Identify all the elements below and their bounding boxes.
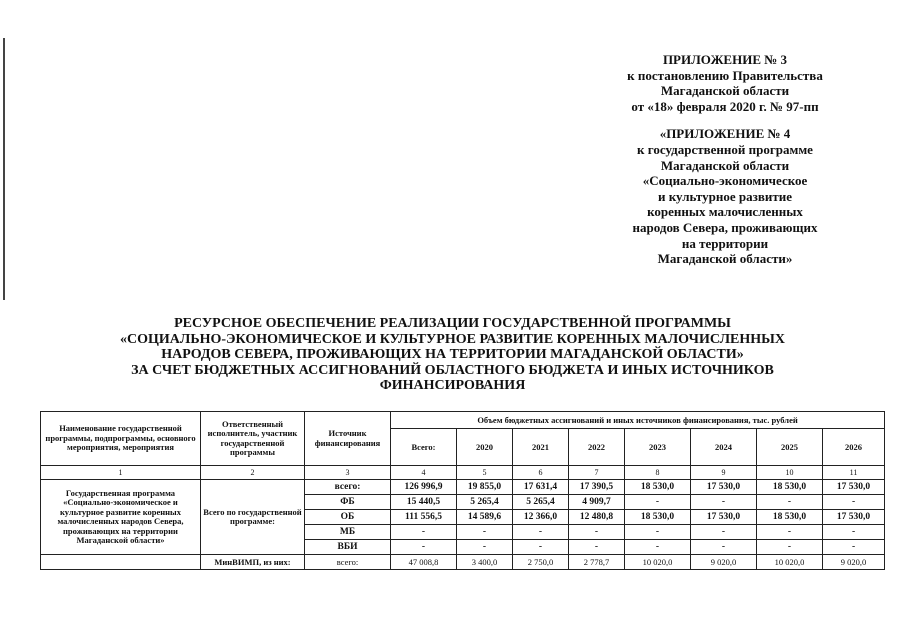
inner-appendix-line: «ПРИЛОЖЕНИЕ № 4	[659, 126, 791, 142]
value-cell: -	[391, 540, 457, 555]
header-name: Наименование государственной программы, подпрограммы, основного мероприятия, мероприятия	[41, 412, 201, 466]
value-cell: 17 530,0	[823, 510, 885, 525]
value-cell: 12 480,8	[569, 510, 625, 525]
header-year: 2023	[625, 429, 691, 466]
column-number: 2	[201, 466, 305, 480]
title-line: ЗА СЧЕТ БЮДЖЕТНЫХ АССИГНОВАНИЙ ОБЛАСТНОГО БЮДЖЕТА И ИНЫХ ИСТОЧНИКОВ	[131, 362, 774, 378]
value-cell: -	[823, 540, 885, 555]
program-name-cell: Государственная программа «Социально-экономическое и культурное развитие коренных малочисленных народов Севера, проживающих на территории Магаданской области»	[41, 480, 201, 555]
column-number: 1	[41, 466, 201, 480]
value-cell: -	[757, 540, 823, 555]
header-year: 2025	[757, 429, 823, 466]
value-cell: 18 530,0	[625, 510, 691, 525]
inner-appendix-line: коренных малочисленных	[647, 204, 803, 220]
value-cell: -	[625, 525, 691, 540]
inner-appendix-line: Магаданской области»	[657, 251, 793, 267]
appendix-line: Магаданской области	[660, 83, 790, 99]
inner-appendix-line: и культурное развитие	[658, 188, 792, 204]
source-cell: ОБ	[305, 510, 391, 525]
inner-appendix-line: «Социально-экономическое	[642, 173, 808, 189]
column-number: 9	[691, 466, 757, 480]
inner-appendix-line: Магаданской области	[660, 157, 790, 173]
value-cell: 17 530,0	[691, 510, 757, 525]
column-number: 4	[391, 466, 457, 480]
value-cell: 111 556,5	[391, 510, 457, 525]
value-cell: 3 400,0	[457, 555, 513, 570]
value-cell: -	[691, 495, 757, 510]
value-cell: 15 440,5	[391, 495, 457, 510]
resource-table	[40, 411, 885, 570]
value-cell: -	[391, 525, 457, 540]
column-number-row	[41, 466, 885, 480]
source-cell: ВБИ	[305, 540, 391, 555]
value-cell: -	[625, 540, 691, 555]
value-cell: 9 020,0	[691, 555, 757, 570]
value-cell: 19 855,0	[457, 480, 513, 495]
value-cell: 17 390,5	[569, 480, 625, 495]
value-cell: 9 020,0	[823, 555, 885, 570]
value-cell: -	[691, 540, 757, 555]
column-number: 6	[513, 466, 569, 480]
header-year: Всего:	[391, 429, 457, 466]
source-cell: всего:	[305, 480, 391, 495]
value-cell: 126 996,9	[391, 480, 457, 495]
column-number: 8	[625, 466, 691, 480]
value-cell: 4 909,7	[569, 495, 625, 510]
value-cell: 17 530,0	[691, 480, 757, 495]
header-volume: Объем бюджетных ассигнований и иных источников финансирования, тыс. рублей	[391, 412, 885, 429]
value-cell: -	[457, 525, 513, 540]
executor-cell: МинВИМП, из них:	[201, 555, 305, 570]
value-cell: 5 265,4	[457, 495, 513, 510]
column-number: 11	[823, 466, 885, 480]
column-number: 7	[569, 466, 625, 480]
value-cell: 47 008,8	[391, 555, 457, 570]
title-line: «СОЦИАЛЬНО-ЭКОНОМИЧЕСКОЕ И КУЛЬТУРНОЕ РАЗВИТИЕ КОРЕННЫХ МАЛОЧИСЛЕННЫХ	[120, 331, 785, 347]
value-cell: 18 530,0	[757, 510, 823, 525]
appendix-line: к постановлению Правительства	[627, 67, 823, 83]
value-cell: 2 750,0	[513, 555, 569, 570]
table-row	[41, 555, 885, 570]
value-cell: 18 530,0	[625, 480, 691, 495]
value-cell: -	[823, 495, 885, 510]
header-year: 2021	[513, 429, 569, 466]
title-line: ФИНАНСИРОВАНИЯ	[379, 378, 526, 394]
program-executor-cell: Всего по государственной программе:	[201, 480, 305, 555]
appendix-line: от «18» февраля 2020 г. № 97-пп	[631, 98, 819, 114]
source-cell: МБ	[305, 525, 391, 540]
value-cell: 14 589,6	[457, 510, 513, 525]
value-cell: 17 530,0	[823, 480, 885, 495]
header-year: 2022	[569, 429, 625, 466]
column-number: 5	[457, 466, 513, 480]
value-cell: -	[757, 525, 823, 540]
header-source: Источник финансирования	[305, 412, 391, 466]
value-cell: -	[457, 540, 513, 555]
value-cell: -	[625, 495, 691, 510]
appendix-block	[560, 52, 890, 267]
value-cell: -	[513, 525, 569, 540]
inner-appendix-line: на территории	[681, 235, 769, 251]
source-cell: всего:	[305, 555, 391, 570]
header-year: 2024	[691, 429, 757, 466]
title-line: НАРОДОВ СЕВЕРА, ПРОЖИВАЮЩИХ НА ТЕРРИТОРИИ МАГАДАНСКОЙ ОБЛАСТИ»	[161, 347, 744, 363]
value-cell: 12 366,0	[513, 510, 569, 525]
value-cell: 10 020,0	[757, 555, 823, 570]
column-number: 10	[757, 466, 823, 480]
value-cell: 2 778,7	[569, 555, 625, 570]
header-year: 2020	[457, 429, 513, 466]
value-cell: -	[757, 495, 823, 510]
source-cell: ФБ	[305, 495, 391, 510]
value-cell: 5 265,4	[513, 495, 569, 510]
value-cell: 17 631,4	[513, 480, 569, 495]
table-row	[41, 480, 885, 495]
inner-appendix-line: к государственной программе	[637, 141, 813, 157]
value-cell: 10 020,0	[625, 555, 691, 570]
document-title	[80, 316, 825, 394]
header-executor: Ответственный исполнитель, участник государственной программы	[201, 412, 305, 466]
inner-appendix-line: народов Севера, проживающих	[632, 219, 818, 235]
value-cell: -	[513, 540, 569, 555]
value-cell: -	[691, 525, 757, 540]
title-line: РЕСУРСНОЕ ОБЕСПЕЧЕНИЕ РЕАЛИЗАЦИИ ГОСУДАРСТВЕННОЙ ПРОГРАММЫ	[174, 316, 731, 331]
value-cell: -	[569, 525, 625, 540]
value-cell: 18 530,0	[757, 480, 823, 495]
header-year: 2026	[823, 429, 885, 466]
appendix-line: ПРИЛОЖЕНИЕ № 3	[662, 52, 788, 67]
value-cell: -	[823, 525, 885, 540]
empty-cell	[41, 555, 201, 570]
column-number: 3	[305, 466, 391, 480]
scan-edge-mark	[3, 38, 5, 300]
value-cell: -	[569, 540, 625, 555]
